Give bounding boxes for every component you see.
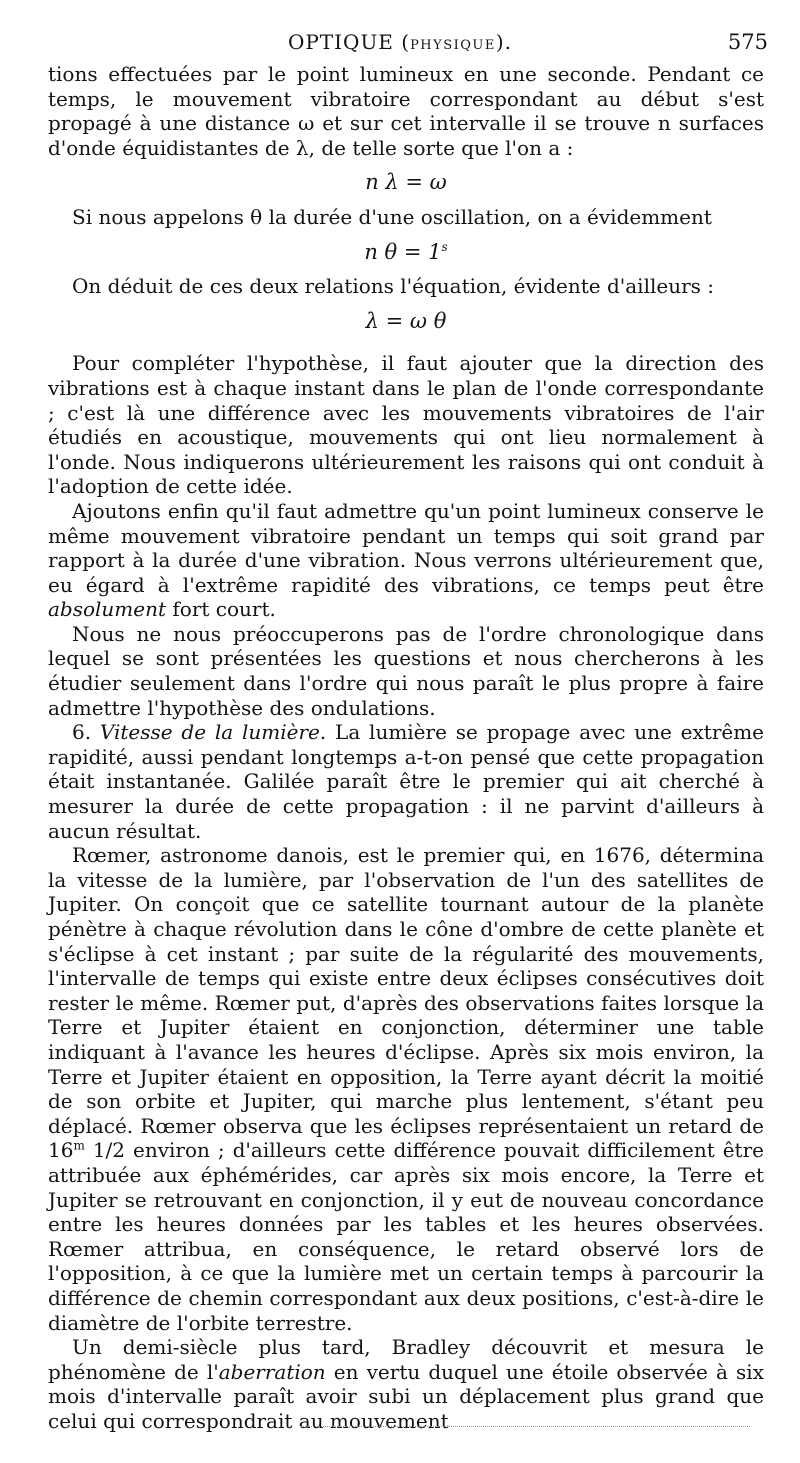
- paragraph-hypothesis: Pour compléter l'hypothèse, il faut ajouter que la direction des vibrations est à chaque instant dans le plan de l'onde correspondante ; c'est là une différence avec les mouvements vibratoires de l'air étudiés en acoustique, mouvements qui ont lieu normalement à l'onde. Nous indiquerons ultérieurement les raisons qui ont conduit à l'adoption de cette idée.: [48, 351, 764, 499]
- emphasis-absolument: absolument: [48, 597, 167, 622]
- running-head-smallcaps: PHYSIQUE: [410, 38, 496, 53]
- section-number: 6.: [72, 720, 92, 745]
- text-run: Ajoutons enfin qu'il faut admettre qu'un point lumineux conserve le même mouvement vibratoire pendant un temps qui soit grand par rapport à la durée d'une vibration. Nous verrons ultérieurement que, eu égard à l'extrême rapidité des vibrations, ce temps peut être: [48, 498, 764, 597]
- formula-n-theta: [48, 240, 764, 265]
- paragraph-deduction: On déduit de ces deux relations l'équation, évidente d'ailleurs :: [72, 274, 714, 299]
- text-run: Un demi-siècle plus tard, Bradley découvrit et mesura le phénomène de l': [48, 1335, 764, 1384]
- page-number: 575: [727, 30, 768, 54]
- text-run: fort court.: [166, 597, 276, 622]
- section-title: Vitesse de la lumière.: [99, 720, 327, 745]
- formula-n-lambda: n λ = ω: [365, 170, 447, 195]
- paragraph-bradley: [48, 1335, 764, 1433]
- superscript-minutes: m: [73, 1138, 85, 1153]
- formula-lambda: λ = ω θ: [365, 308, 447, 333]
- text-run: en vertu duquel une étoile observée à six mois d'intervalle paraît avoir subi un déplacement plus grand que celui qui correspondrait au mouvement: [48, 1359, 764, 1433]
- paragraph-oscillation: Si nous appelons θ la durée d'une oscillation, on a évidemment: [72, 204, 712, 229]
- running-head-end: ).: [495, 30, 513, 54]
- paragraph-roemer: [48, 843, 764, 1335]
- paragraph-chronology: Nous ne nous préoccuperons pas de l'ordre chronologique dans lequel se sont présentées les questions et nous chercherons à les étudier seulement dans l'ordre qui nous paraît le plus propre à faire admettre l'hypothèse des ondulations.: [48, 621, 764, 720]
- paragraph-continuation: tions effectuées par le point lumineux en une seconde. Pendant ce temps, le mouvement vibratoire correspondant au début s'est propagé à une distance ω et sur cet intervalle il se trouve n surfaces d'onde équidistantes de λ, de telle sorte que l'on a :: [48, 62, 764, 160]
- running-head-main: OPTIQUE (: [287, 30, 411, 54]
- running-head: [0, 30, 800, 59]
- formula-n-theta-main: n θ = 1: [364, 239, 442, 264]
- formula-n-theta-sup: s: [441, 239, 448, 254]
- text-run: 1/2 environ ; d'ailleurs cette différence pouvait difficilement être attribuée aux éphémérides, car après six mois encore, la Terre et Jupiter se retrouvant en conjonction, il y eut de nouveau concordance entre les heures données par les tables et les heures observées. Rœmer attribua, en conséquence, le retard observé lors de l'opposition, à ce que la lumière met un certain temps à parcourir la différence de chemin correspondant aux deux positions, c'est-à-dire le diamètre de l'orbite terrestre.: [48, 1138, 764, 1335]
- emphasis-aberration: aberration: [218, 1359, 326, 1384]
- page-body: [48, 62, 764, 1433]
- page-header: [0, 30, 800, 58]
- section-6-paragraph: [48, 720, 764, 843]
- text-run: Rœmer, astronome danois, est le premier qui, en 1676, détermina la vitesse de la lumière, par l'observation de l'un des satellites de Jupiter. On conçoit que ce satellite tournant autour de la planète pénètre à chaque révolution dans le cône d'ombre de cette planète et s'éclipse à cet instant ; par suite de la régularité des mouvements, l'intervalle de temps qui existe entre deux éclipses consécutives doit rester le même. Rœmer put, d'après des observations faites lorsque la Terre et Jupiter étaient en conjonction, déterminer une table indiquant à l'avance les heures d'éclipse. Après six mois environ, la Terre et Jupiter étaient en opposition, la Terre ayant décrit la moitié de son orbite et Jupiter, qui marche plus lentement, s'étant peu déplacé. Rœmer observa que les éclipses représentaient un retard de 16: [48, 843, 764, 1163]
- footer-bleed-through: [300, 1422, 750, 1427]
- text-run: La lumière se propage avec une extrême rapidité, aussi pendant longtemps a-t-on pensé que cette propagation était instantanée. Galilée paraît être le premier qui ait cherché à mesurer la durée de cette propagation : il ne parvint d'ailleurs à aucun résultat.: [48, 720, 765, 843]
- paragraph-vibration-duration: [48, 499, 764, 622]
